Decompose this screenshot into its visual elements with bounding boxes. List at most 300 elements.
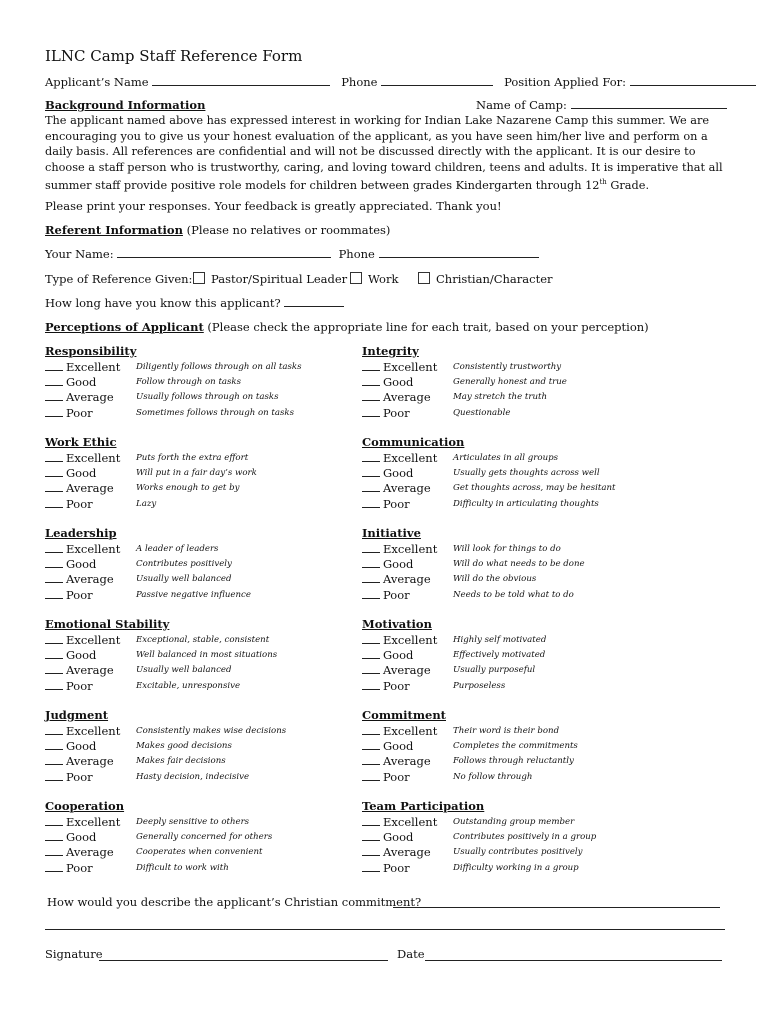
trait-level-label: Average <box>66 481 114 496</box>
trait-heading: Initiative <box>362 526 421 540</box>
trait-heading: Emotional Stability <box>45 617 170 631</box>
trait-block <box>45 435 375 512</box>
trait-option-row <box>362 451 692 466</box>
trait-level <box>45 815 120 829</box>
trait-level <box>45 557 96 571</box>
trait-level-label: Good <box>383 466 414 481</box>
trait-heading: Responsibility <box>45 344 137 358</box>
trait-level-label: Average <box>66 663 114 678</box>
trait-level-label: Good <box>66 557 97 572</box>
trait-level <box>362 542 437 556</box>
trait-check-line[interactable] <box>362 846 380 856</box>
trait-description: Usually well balanced <box>136 665 232 676</box>
trait-description: Difficulty working in a group <box>453 862 579 873</box>
trait-check-line[interactable] <box>45 816 63 826</box>
trait-block <box>45 526 375 603</box>
date-field[interactable] <box>425 960 722 961</box>
trait-description: Follow through on tasks <box>136 377 242 388</box>
trait-level-label: Poor <box>383 678 410 693</box>
trait-level <box>45 451 120 465</box>
trait-check-line[interactable] <box>45 467 63 477</box>
trait-option-row <box>362 648 692 663</box>
trait-description: A leader of leaders <box>136 544 219 554</box>
trait-level <box>45 375 96 389</box>
trait-level <box>362 390 431 404</box>
trait-block <box>45 708 375 785</box>
camp-name-row <box>476 98 727 112</box>
your-name-row <box>45 247 539 261</box>
trait-level <box>45 739 96 753</box>
trait-heading: Commitment <box>362 708 446 722</box>
trait-description: No follow through <box>453 771 533 782</box>
trait-option-row <box>362 663 692 678</box>
trait-level <box>45 861 93 875</box>
trait-level-label: Excellent <box>66 360 121 374</box>
trait-level <box>45 572 114 586</box>
trait-option-row <box>362 375 692 390</box>
trait-block <box>362 799 692 876</box>
trait-option-row <box>45 375 375 390</box>
trait-description: Contributes positively in a group <box>453 832 597 843</box>
trait-option-row <box>45 406 375 421</box>
trait-check-line[interactable] <box>362 649 380 659</box>
trait-level-label: Excellent <box>383 451 438 465</box>
referent-phone-field[interactable] <box>379 247 539 258</box>
trait-level <box>45 542 120 556</box>
please-print-text: Please print your responses. Your feedback is greatly appreciated. Thank you! <box>45 199 502 213</box>
trait-level <box>45 466 96 480</box>
trait-check-line[interactable] <box>362 831 380 841</box>
trait-check-line[interactable] <box>362 725 380 735</box>
perceptions-heading: Perceptions of Applicant <box>45 320 204 334</box>
trait-description: Will do what needs to be done <box>453 559 585 570</box>
trait-option-row <box>45 557 375 572</box>
trait-level-label: Good <box>66 830 97 845</box>
trait-check-line[interactable] <box>362 543 380 553</box>
trait-level <box>362 770 410 784</box>
trait-description: Deeply sensitive to others <box>136 817 250 827</box>
trait-check-line[interactable] <box>45 680 63 690</box>
trait-block <box>45 617 375 694</box>
applicant-name-field[interactable] <box>152 75 330 86</box>
trait-level-label: Average <box>66 390 114 405</box>
referent-heading-row <box>45 223 390 237</box>
referent-note: (Please no relatives or roommates) <box>182 223 391 237</box>
trait-level <box>362 466 413 480</box>
trait-level <box>45 648 96 662</box>
trait-description: Works enough to get by <box>136 483 240 494</box>
trait-description: Makes fair decisions <box>136 756 226 767</box>
trait-option-row <box>362 481 692 496</box>
trait-heading: Work Ethic <box>45 435 117 449</box>
trait-check-line[interactable] <box>45 634 63 644</box>
type-of-reference-label: Type of Reference Given: <box>45 272 193 286</box>
trait-check-line[interactable] <box>45 558 63 568</box>
referent-phone-label: Phone <box>338 247 375 261</box>
trait-check-line[interactable] <box>362 573 380 583</box>
trait-level <box>45 481 114 495</box>
applicant-name-label: Applicant’s Name <box>45 75 149 89</box>
trait-level <box>362 557 413 571</box>
camp-name-field[interactable] <box>571 98 727 109</box>
trait-description: Purposeless <box>453 680 506 691</box>
trait-level-label: Excellent <box>66 724 121 738</box>
trait-option-row <box>362 557 692 572</box>
trait-option-row <box>45 861 375 876</box>
trait-description: Usually gets thoughts across well <box>453 468 600 479</box>
trait-description: Articulates in all groups <box>453 453 559 463</box>
trait-level-label: Good <box>383 648 414 663</box>
trait-description: Highly self motivated <box>453 635 547 645</box>
trait-option-row <box>362 724 692 739</box>
trait-level-label: Poor <box>66 769 93 784</box>
trait-level-label: Average <box>66 845 114 860</box>
trait-check-line[interactable] <box>362 452 380 462</box>
trait-option-row <box>45 572 375 587</box>
trait-level-label: Poor <box>66 678 93 693</box>
trait-option-row <box>362 679 692 694</box>
trait-option-row <box>45 845 375 860</box>
trait-level-label: Excellent <box>383 542 438 556</box>
trait-check-line[interactable] <box>362 634 380 644</box>
trait-description: May stretch the truth <box>453 392 547 403</box>
trait-check-line[interactable] <box>362 467 380 477</box>
trait-option-row <box>362 845 692 860</box>
trait-description: Sometimes follows through on tasks <box>136 407 295 418</box>
trait-option-row <box>45 451 375 466</box>
trait-option-row <box>45 633 375 648</box>
trait-option-row <box>45 497 375 512</box>
pastor-checkbox[interactable] <box>193 272 205 284</box>
trait-option-row <box>45 542 375 557</box>
trait-check-line[interactable] <box>45 573 63 583</box>
trait-check-line[interactable] <box>362 755 380 765</box>
perceptions-note: (Please check the appropriate line for each trait, based on your perception) <box>203 320 649 334</box>
trait-option-row <box>45 588 375 603</box>
trait-description: Outstanding group member <box>453 817 575 827</box>
trait-option-row <box>362 633 692 648</box>
trait-heading: Cooperation <box>45 799 125 813</box>
trait-level-label: Excellent <box>66 633 121 647</box>
your-name-label: Your Name: <box>45 247 114 261</box>
background-heading: Background Information <box>45 98 206 112</box>
trait-option-row <box>362 497 692 512</box>
trait-level <box>362 633 437 647</box>
trait-level-label: Excellent <box>383 724 438 738</box>
trait-option-row <box>45 754 375 769</box>
form-title: ILNC Camp Staff Reference Form <box>45 47 303 65</box>
trait-level <box>45 754 114 768</box>
trait-description: Excitable, unresponsive <box>136 680 241 691</box>
trait-level <box>45 390 114 404</box>
trait-check-line[interactable] <box>362 361 380 371</box>
how-long-field[interactable] <box>284 296 344 307</box>
trait-check-line[interactable] <box>45 589 63 599</box>
trait-level <box>45 633 120 647</box>
trait-check-line[interactable] <box>362 558 380 568</box>
trait-check-line[interactable] <box>362 680 380 690</box>
how-long-row <box>45 296 344 310</box>
trait-level <box>45 406 93 420</box>
trait-check-line[interactable] <box>45 361 63 371</box>
trait-level <box>362 572 431 586</box>
trait-level <box>362 679 410 693</box>
trait-check-line[interactable] <box>45 482 63 492</box>
trait-level <box>362 360 437 374</box>
trait-block <box>362 435 692 512</box>
trait-check-line[interactable] <box>45 846 63 856</box>
trait-option-row <box>45 770 375 785</box>
trait-level <box>362 588 410 602</box>
trait-description: Generally honest and true <box>453 377 567 388</box>
trait-heading: Leadership <box>45 526 117 540</box>
trait-description: Puts forth the extra effort <box>136 453 249 463</box>
trait-description: Questionable <box>453 407 511 418</box>
trait-description: Usually well balanced <box>136 574 232 585</box>
trait-check-line[interactable] <box>362 589 380 599</box>
trait-level-label: Average <box>383 754 431 769</box>
how-long-label: How long have you know this applicant? <box>45 296 281 310</box>
trait-description: Will do the obvious <box>453 574 537 585</box>
trait-level-label: Average <box>383 572 431 587</box>
trait-description: Difficulty in articulating thoughts <box>453 498 599 509</box>
trait-description: Needs to be told what to do <box>453 589 574 600</box>
trait-description: Makes good decisions <box>136 741 232 752</box>
trait-option-row <box>45 648 375 663</box>
trait-level-label: Excellent <box>383 815 438 829</box>
trait-block <box>362 344 692 421</box>
trait-level <box>362 724 437 738</box>
perceptions-heading-row <box>45 320 649 334</box>
trait-option-row <box>45 466 375 481</box>
trait-option-row <box>362 360 692 375</box>
trait-level-label: Poor <box>383 769 410 784</box>
trait-option-row <box>45 724 375 739</box>
applicant-phone-label: Phone <box>341 75 378 89</box>
trait-check-line[interactable] <box>45 452 63 462</box>
trait-level <box>362 815 437 829</box>
trait-level-label: Good <box>66 466 97 481</box>
trait-level <box>362 861 410 875</box>
trait-description: Passive negative influence <box>136 589 251 600</box>
trait-level-label: Good <box>383 739 414 754</box>
trait-description: Exceptional, stable, consistent <box>136 635 270 645</box>
trait-check-line[interactable] <box>45 498 63 508</box>
trait-level-label: Good <box>66 375 97 390</box>
trait-check-line[interactable] <box>45 831 63 841</box>
trait-level-label: Poor <box>383 860 410 875</box>
trait-check-line[interactable] <box>45 725 63 735</box>
trait-heading: Integrity <box>362 344 419 358</box>
trait-description: Usually contributes positively <box>453 847 583 858</box>
trait-description: Consistently trustworthy <box>453 362 562 372</box>
trait-option-row <box>45 739 375 754</box>
trait-check-line[interactable] <box>45 391 63 401</box>
trait-option-row <box>362 770 692 785</box>
trait-option-row <box>362 406 692 421</box>
trait-description: Diligently follows through on all tasks <box>136 362 302 372</box>
trait-check-line[interactable] <box>45 407 63 417</box>
trait-level <box>45 679 93 693</box>
trait-level <box>362 739 413 753</box>
trait-heading: Motivation <box>362 617 432 631</box>
trait-level <box>45 588 93 602</box>
trait-option-row <box>362 572 692 587</box>
trait-level <box>362 754 431 768</box>
trait-description: Their word is their bond <box>453 726 560 736</box>
trait-check-line[interactable] <box>362 498 380 508</box>
trait-description: Lazy <box>136 498 157 509</box>
trait-option-row <box>45 360 375 375</box>
work-checkbox[interactable] <box>350 272 362 284</box>
trait-check-line[interactable] <box>362 407 380 417</box>
trait-level <box>362 663 431 677</box>
trait-option-row <box>45 663 375 678</box>
trait-level-label: Average <box>383 390 431 405</box>
trait-level-label: Excellent <box>66 542 121 556</box>
trait-level <box>362 845 431 859</box>
trait-option-row <box>362 390 692 405</box>
trait-description: Will look for things to do <box>453 544 561 554</box>
trait-description: Follows through reluctantly <box>453 756 574 767</box>
trait-level-label: Excellent <box>383 360 438 374</box>
trait-option-row <box>45 815 375 830</box>
trait-check-line[interactable] <box>362 664 380 674</box>
trait-description: Completes the commitments <box>453 741 578 752</box>
trait-check-line[interactable] <box>45 543 63 553</box>
trait-level <box>45 845 114 859</box>
date-label: Date <box>397 947 425 961</box>
christian-checkbox[interactable] <box>418 272 430 284</box>
trait-level-label: Poor <box>383 405 410 420</box>
trait-level-label: Excellent <box>66 451 121 465</box>
trait-level-label: Average <box>383 481 431 496</box>
referent-heading: Referent Information <box>45 223 183 237</box>
trait-level-label: Poor <box>383 496 410 511</box>
trait-level-label: Good <box>66 648 97 663</box>
trait-description: Hasty decision, indecisive <box>136 771 250 782</box>
applicant-phone-field[interactable] <box>381 75 493 86</box>
signature-label: Signature <box>45 947 103 961</box>
trait-level-label: Average <box>383 663 431 678</box>
trait-check-line[interactable] <box>362 816 380 826</box>
trait-check-line[interactable] <box>45 664 63 674</box>
camp-name-label: Name of Camp: <box>476 98 567 112</box>
trait-check-line[interactable] <box>45 376 63 386</box>
your-name-field[interactable] <box>117 247 331 258</box>
trait-check-line[interactable] <box>362 740 380 750</box>
trait-option-row <box>362 861 692 876</box>
trait-option-row <box>362 542 692 557</box>
trait-check-line[interactable] <box>45 740 63 750</box>
christian-answer-line-1[interactable] <box>393 907 720 908</box>
trait-description: Usually purposeful <box>453 665 536 676</box>
trait-level-label: Poor <box>383 587 410 602</box>
trait-level <box>45 360 120 374</box>
type-pastor-option[interactable]: Pastor/Spiritual Leader <box>193 272 347 286</box>
trait-option-row <box>362 466 692 481</box>
trait-level-label: Average <box>66 754 114 769</box>
trait-level <box>362 375 413 389</box>
trait-option-row <box>362 830 692 845</box>
trait-check-line[interactable] <box>45 649 63 659</box>
trait-check-line[interactable] <box>362 862 380 872</box>
trait-description: Consistently makes wise decisions <box>136 726 287 736</box>
trait-level-label: Poor <box>66 860 93 875</box>
trait-level-label: Good <box>66 739 97 754</box>
trait-level-label: Good <box>383 375 414 390</box>
trait-description: Difficult to work with <box>136 862 229 873</box>
position-field[interactable] <box>630 75 756 86</box>
signature-field[interactable] <box>99 960 388 961</box>
trait-level <box>362 451 437 465</box>
trait-check-line[interactable] <box>45 771 63 781</box>
trait-level-label: Excellent <box>383 633 438 647</box>
trait-block <box>45 344 375 421</box>
trait-option-row <box>45 830 375 845</box>
trait-level-label: Poor <box>66 496 93 511</box>
trait-level <box>362 497 410 511</box>
background-text: The applicant named above has expressed interest in working for Indian Lake Nazarene Camp this summer. We are encouraging you to give us your honest evaluation of the applicant, as you have seen him/her live and perform on a daily basis. All references are confidential and will not be discussed directly with the applicant. It is our desire to choose a staff person who is trustworthy, caring, and loving toward children, teens and adults. It is imperative that all summer staff provide positive role models for children between grades Kindergarten through 12th Grade. <box>45 114 723 193</box>
trait-check-line[interactable] <box>362 376 380 386</box>
trait-level <box>362 830 413 844</box>
trait-level <box>362 406 410 420</box>
trait-level-label: Good <box>383 830 414 845</box>
trait-option-row <box>362 739 692 754</box>
trait-description: Usually follows through on tasks <box>136 392 279 403</box>
type-work-option[interactable]: Work <box>350 272 398 286</box>
trait-level <box>362 648 413 662</box>
trait-block <box>362 526 692 603</box>
trait-description: Will put in a fair day’s work <box>136 468 257 479</box>
trait-description: Well balanced in most situations <box>136 650 278 661</box>
type-christian-option[interactable]: Christian/Character <box>418 272 553 286</box>
trait-description: Effectively motivated <box>453 650 546 661</box>
trait-level-label: Poor <box>66 405 93 420</box>
trait-level <box>362 481 431 495</box>
trait-option-row <box>45 481 375 496</box>
trait-heading: Judgment <box>45 708 109 722</box>
christian-question-label: How would you describe the applicant’s Christian commitment? <box>47 895 422 909</box>
trait-option-row <box>45 390 375 405</box>
christian-answer-line-2[interactable] <box>45 929 725 930</box>
trait-level <box>45 663 114 677</box>
position-label: Position Applied For: <box>504 75 627 89</box>
trait-description: Cooperates when convenient <box>136 847 263 858</box>
applicant-name-row <box>45 75 756 89</box>
trait-check-line[interactable] <box>362 482 380 492</box>
trait-check-line[interactable] <box>362 771 380 781</box>
trait-check-line[interactable] <box>45 862 63 872</box>
trait-check-line[interactable] <box>362 391 380 401</box>
trait-check-line[interactable] <box>45 755 63 765</box>
trait-block <box>362 617 692 694</box>
trait-description: Generally concerned for others <box>136 832 273 843</box>
trait-level <box>45 770 93 784</box>
trait-level <box>45 724 120 738</box>
trait-heading: Communication <box>362 435 465 449</box>
trait-option-row <box>362 588 692 603</box>
trait-option-row <box>362 754 692 769</box>
trait-level-label: Excellent <box>66 815 121 829</box>
trait-block <box>362 708 692 785</box>
trait-description: Get thoughts across, may be hesitant <box>453 483 616 494</box>
trait-option-row <box>45 679 375 694</box>
trait-level-label: Average <box>66 572 114 587</box>
trait-block <box>45 799 375 876</box>
trait-level-label: Average <box>383 845 431 860</box>
trait-description: Contributes positively <box>136 559 232 570</box>
